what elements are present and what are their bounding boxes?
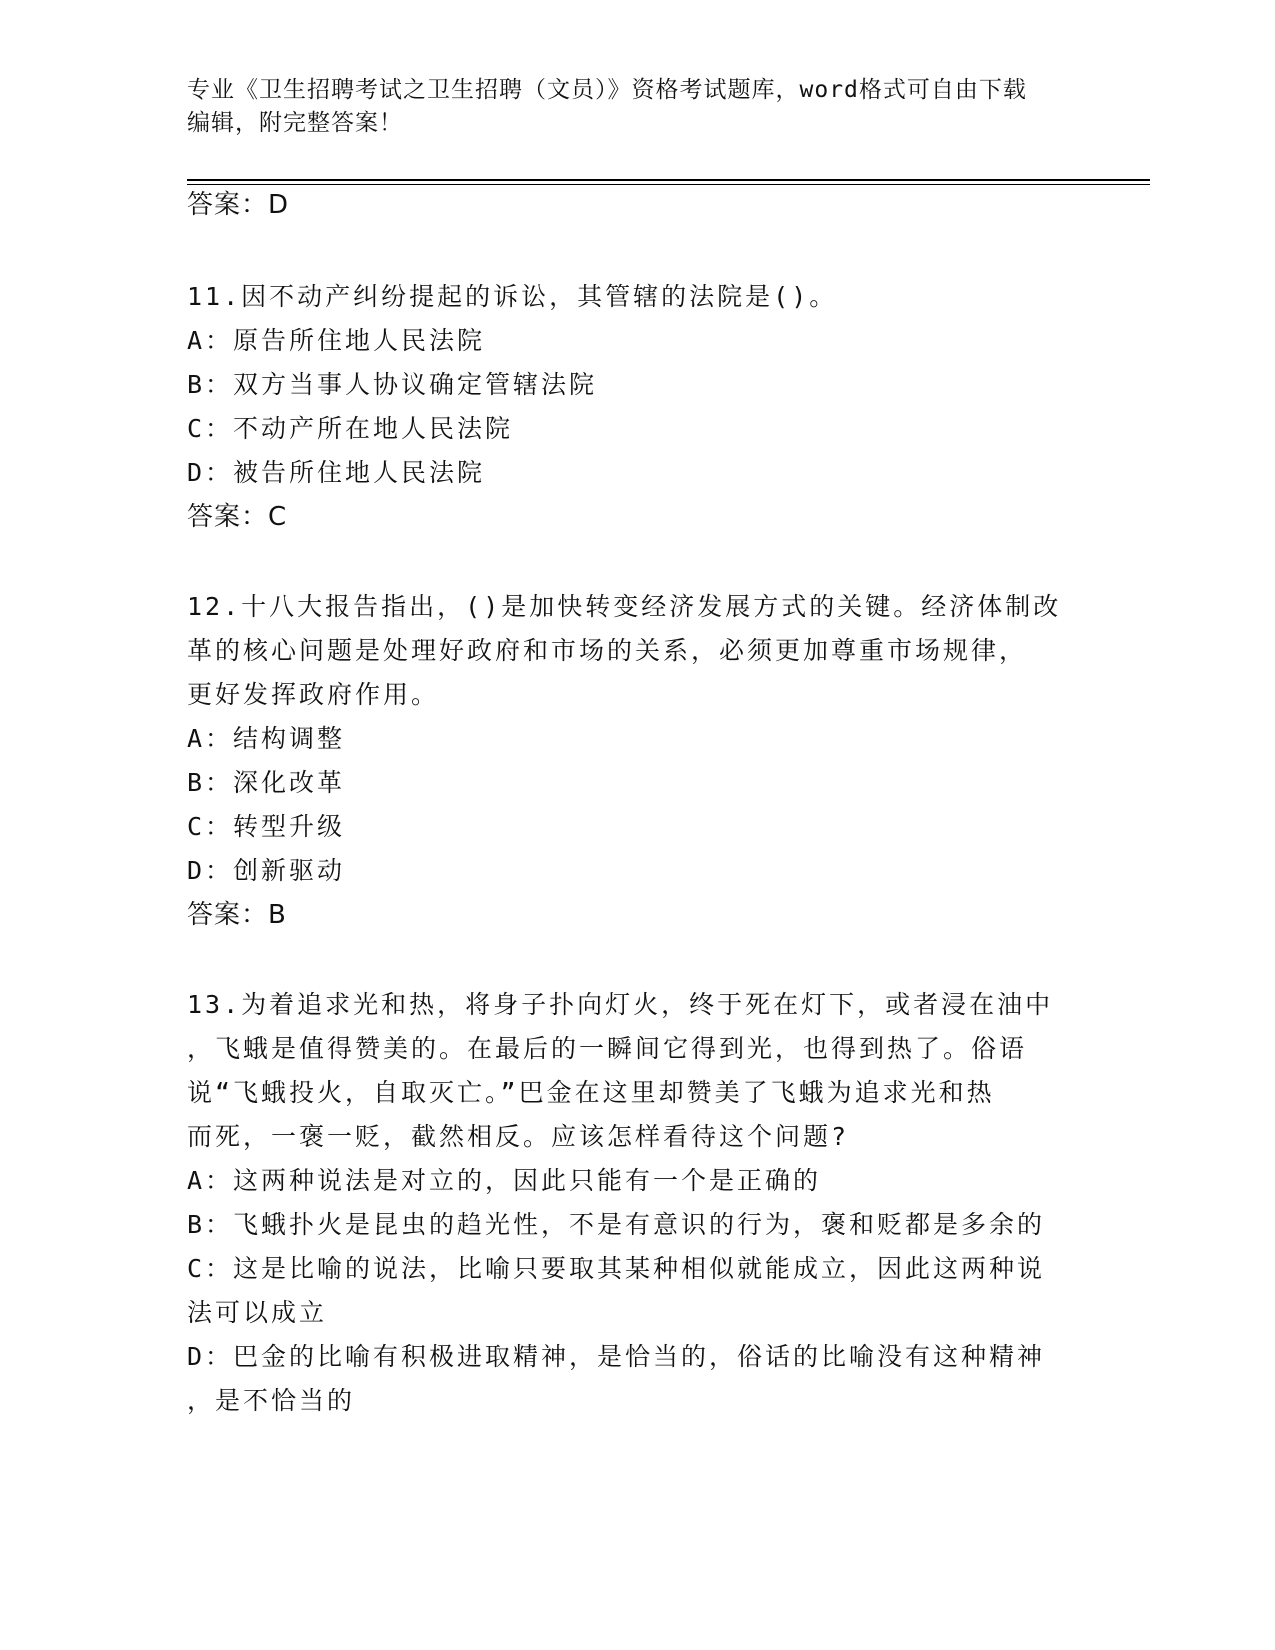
- header-line-1: 专业《卫生招聘考试之卫生招聘（文员）》资格考试题库，word格式可自由下载: [187, 77, 1027, 103]
- question-13-stem-line-2: ，飞蛾是值得赞美的。在最后的一瞬间它得到光，也得到热了。俗语: [187, 1034, 1028, 1063]
- question-11-option-d: D：被告所住地人民法院: [187, 458, 486, 487]
- answer-previous: 答案：D: [187, 190, 290, 220]
- question-11-stem: 11.因不动产纠纷提起的诉讼，其管辖的法院是()。: [187, 282, 838, 311]
- question-11-option-b: B：双方当事人协议确定管辖法院: [187, 370, 598, 399]
- document-header: [187, 74, 1067, 140]
- question-13-option-c-line-1: C：这是比喻的说法，比喻只要取其某种相似就能成立，因此这两种说: [187, 1254, 1046, 1283]
- question-12-stem-line-1: 12.十八大报告指出，()是加快转变经济发展方式的关键。经济体制改: [187, 592, 1062, 621]
- question-13-option-a: A：这两种说法是对立的，因此只能有一个是正确的: [187, 1166, 822, 1195]
- question-11-option-a: A：原告所住地人民法院: [187, 326, 486, 355]
- question-12-stem-line-2: 革的核心问题是处理好政府和市场的关系，必须更加尊重市场规律，: [187, 636, 1028, 665]
- question-12-option-a: A：结构调整: [187, 724, 346, 753]
- question-12-answer: 答案：B: [187, 900, 287, 930]
- header-divider-thin: [187, 184, 1150, 185]
- question-12-stem-line-3: 更好发挥政府作用。: [187, 680, 440, 709]
- question-13-option-d-line-2: ，是不恰当的: [187, 1386, 356, 1415]
- question-11-answer: 答案：C: [187, 502, 288, 532]
- question-12-option-c: C：转型升级: [187, 812, 346, 841]
- question-12-option-b: B：深化改革: [187, 768, 346, 797]
- question-13-stem-line-3: 说“飞蛾投火，自取灭亡。”巴金在这里却赞美了飞蛾为追求光和热: [187, 1078, 995, 1107]
- question-11-option-c: C：不动产所在地人民法院: [187, 414, 514, 443]
- header-line-2: 编辑，附完整答案！: [187, 110, 403, 136]
- question-13-stem-line-1: 13.为着追求光和热，将身子扑向灯火，终于死在灯下，或者浸在油中: [187, 990, 1054, 1019]
- header-divider-thick: [187, 179, 1150, 181]
- question-12-option-d: D：创新驱动: [187, 856, 346, 885]
- question-13-option-d-line-1: D：巴金的比喻有积极进取精神，是恰当的，俗话的比喻没有这种精神: [187, 1342, 1046, 1371]
- question-13-stem-line-4: 而死，一褒一贬，截然相反。应该怎样看待这个问题?: [187, 1122, 850, 1151]
- question-13-option-c-line-2: 法可以成立: [187, 1298, 328, 1327]
- question-13-option-b: B：飞蛾扑火是昆虫的趋光性，不是有意识的行为，褒和贬都是多余的: [187, 1210, 1046, 1239]
